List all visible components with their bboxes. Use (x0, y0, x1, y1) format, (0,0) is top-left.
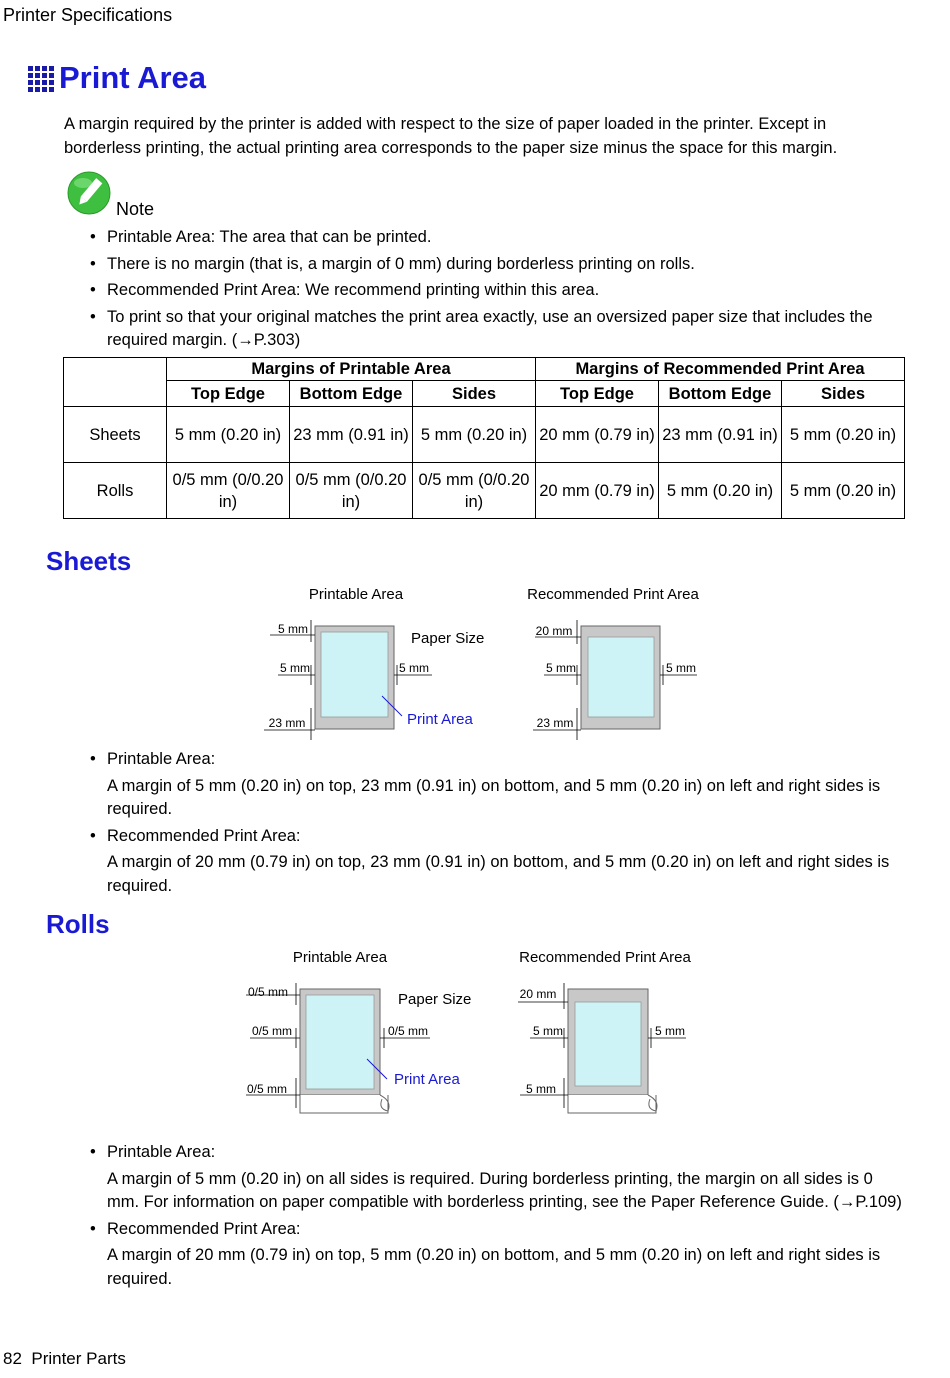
table-col-header: Bottom Edge (659, 381, 782, 407)
dim-label: 20 mm (535, 624, 573, 638)
dim-label: 5 mm (666, 661, 696, 675)
rolls-list (90, 1141, 907, 1294)
list-item: • There is no margin (that is, a margin of 0 mm) during borderless printing on rolls. (90, 254, 695, 273)
dim-label: 0/5 mm (251, 1024, 293, 1038)
table-row (64, 407, 905, 463)
dim-label: 0/5 mm (246, 1082, 288, 1096)
table-cell: 0/5 mm (0/0.20 in) (413, 463, 536, 519)
print-area-rect (575, 1002, 641, 1086)
dim-label: 5 mm (546, 661, 576, 675)
dim-label: 20 mm (519, 987, 557, 1001)
page-title-text: Print Area (59, 60, 207, 95)
list-item: • Recommended Print Area: We recommend printing within this area. (90, 281, 600, 299)
intro-paragraph: A margin required by the printer is added with respect to the size of paper loaded in the printer. Except in borderless printing, the actual printing area corresponds to the paper size minus the space for this margin. (64, 115, 838, 157)
dim-label: 23 mm (536, 716, 574, 730)
page-footer: 82 Printer Parts (3, 1349, 126, 1368)
rolls-diagram (0, 943, 950, 1123)
dim-label: 0/5 mm (387, 1024, 429, 1038)
list-item: • Printable Area: The area that can be printed. (90, 228, 432, 246)
table-cell: 5 mm (0.20 in) (413, 407, 536, 463)
table-corner-cell (64, 358, 167, 407)
note-label: Note (116, 199, 155, 219)
list-item: • Recommended Print Area: A margin of 20 mm (0.79 in) on top, 5 mm (0.20 in) on bottom, and 5 mm (0.20 in) on left and right sides is required. (90, 1219, 881, 1288)
print-area-rect (588, 637, 654, 717)
dim-label: 5 mm (399, 661, 429, 675)
table-cell: 20 mm (0.79 in) (536, 407, 659, 463)
row-label: Sheets (64, 407, 167, 463)
table-col-header: Sides (413, 381, 536, 407)
dim-label: 23 mm (268, 716, 306, 730)
dim-label: 5 mm (655, 1024, 685, 1038)
section-heading-rolls: Rolls (46, 909, 110, 939)
list-item: • Printable Area: A margin of 5 mm (0.20 in) on top, 23 mm (0.91 in) on bottom, and 5 mm (0.20 in) on left and right sides is required. (90, 750, 881, 818)
table-cell: 23 mm (0.91 in) (290, 407, 413, 463)
dim-label: 5 mm (526, 1082, 556, 1096)
section-heading-sheets: Sheets (46, 546, 132, 576)
print-area-label: Print Area (394, 1071, 460, 1088)
printable-area-title: Printable Area (292, 949, 388, 966)
print-area-rect (321, 632, 388, 717)
recommended-area-title: Recommended Print Area (519, 949, 691, 966)
table-col-header: Top Edge (536, 381, 659, 407)
pencil-note-icon (67, 171, 111, 215)
print-area-label: Print Area (407, 711, 473, 728)
list-item: • Recommended Print Area: A margin of 20 mm (0.79 in) on top, 23 mm (0.91 in) on bottom, and 5 mm (0.20 in) on left and right sides is required. (90, 826, 890, 895)
dim-label: 5 mm (280, 661, 310, 675)
print-area-rect (306, 995, 374, 1089)
table-cell: 23 mm (0.91 in) (659, 407, 782, 463)
margins-table (63, 357, 905, 519)
table-row (64, 463, 905, 519)
table-group-header: Margins of Printable Area (167, 358, 536, 381)
table-cell: 20 mm (0.79 in) (536, 463, 659, 519)
list-item: • Printable Area: A margin of 5 mm (0.20 in) on all sides is required. During borderless printing, the margin on all sides is 0 mm. For information on paper compatible with borderless printing, see the Paper Reference Guide. (→P.109) (90, 1143, 902, 1211)
sheets-diagram (0, 580, 950, 750)
running-header: Printer Specifications (3, 5, 173, 25)
dim-label: 5 mm (278, 622, 308, 636)
table-col-header: Top Edge (167, 381, 290, 407)
sheets-list (90, 748, 892, 901)
table-cell: 5 mm (0.20 in) (659, 463, 782, 519)
table-cell: 0/5 mm (0/0.20 in) (167, 463, 290, 519)
table-col-header: Sides (782, 381, 905, 407)
dim-label: 0/5 mm (247, 985, 289, 999)
paper-size-label: Paper Size (398, 991, 472, 1008)
page-title (28, 60, 206, 96)
list-item: • To print so that your original matches the print area exactly, use an oversized paper size that includes the required margin. (→P.303) (90, 307, 873, 349)
grid-icon (28, 66, 54, 92)
printable-area-title: Printable Area (308, 586, 404, 603)
note-list (90, 226, 907, 356)
table-cell: 5 mm (0.20 in) (782, 463, 905, 519)
paper-size-label: Paper Size (411, 630, 485, 647)
table-cell: 0/5 mm (0/0.20 in) (290, 463, 413, 519)
table-col-header: Bottom Edge (290, 381, 413, 407)
table-cell: 5 mm (0.20 in) (167, 407, 290, 463)
row-label: Rolls (64, 463, 167, 519)
dim-label: 5 mm (533, 1024, 563, 1038)
recommended-area-title: Recommended Print Area (527, 586, 699, 603)
table-cell: 5 mm (0.20 in) (782, 407, 905, 463)
table-group-header: Margins of Recommended Print Area (536, 358, 905, 381)
